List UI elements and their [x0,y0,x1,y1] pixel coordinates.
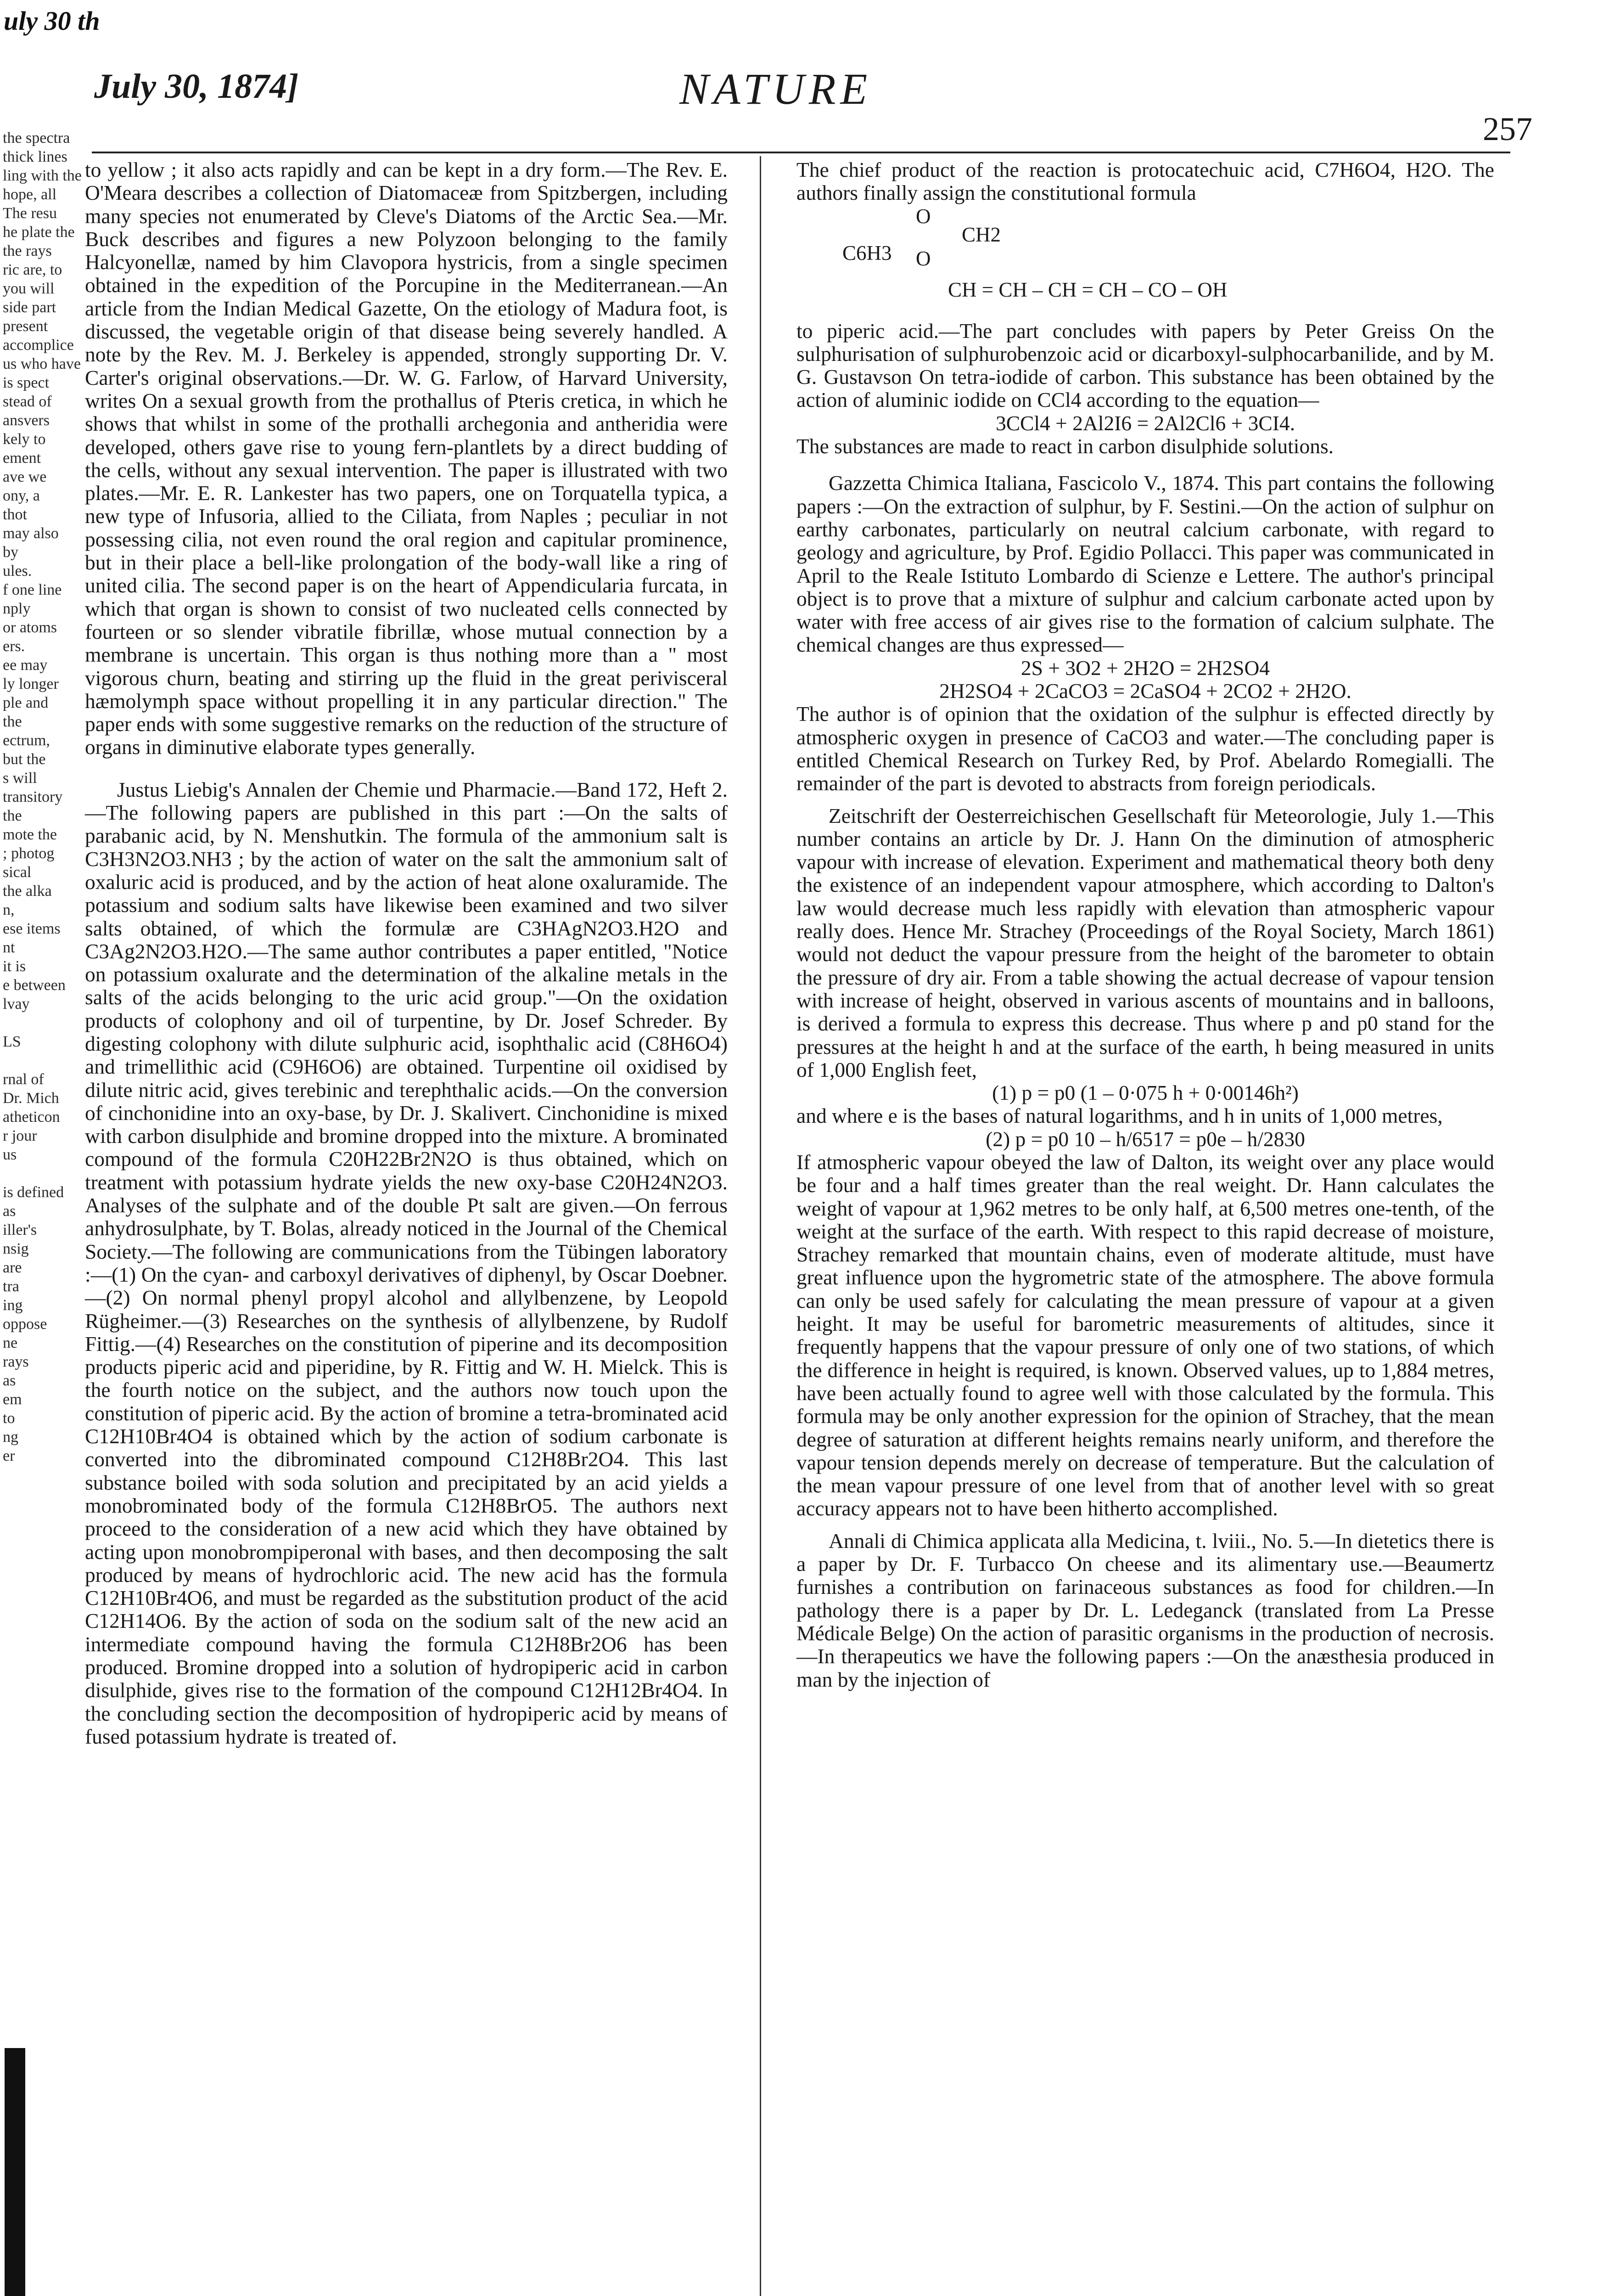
equation-vapour-1: (1) p = p0 (1 – 0·075 h + 0·00146h²) [992,1081,1299,1105]
gutter-fragment: ave we [3,468,47,485]
gutter-fragment: rnal of [3,1071,44,1088]
binding-shadow [5,2048,25,2296]
gutter-fragment: are [3,1259,22,1276]
journal-title: NATURE [679,64,872,113]
gutter-fragment: ly longer [3,675,59,692]
right-paragraph-annali: Annali di Chimica applicata alla Medicina, t. lviii., No. 5.—In dietetics there is a paper by Dr. F. Turbacco On cheese and its alimentary use.—Beaumertz furnishes a contribution on farinaceous substances as food for children.—In pathology there is a paper by Dr. L. Ledeganck (translated from La Presse Médicale Belge) On the action of parasitic organisms in the production of necrosis.—In therapeutics we have the following papers :—On the anæsthesia produced in man by the injection of [796,1529,1494,1691]
right-paragraph-gazzetta: Gazzetta Chimica Italiana, Fascicolo V., 1874. This part contains the following papers :—On the extraction of sulphur, by F. Sestini.—On the action of sulphur on earthy carbonates, particularly on neutral calcium carbonate, with regard to geology and agriculture, by Prof. Egidio Pollacci. This paper was communicated in April to the Reale Istituto Lombardo di Scienze e Lettere. The author's principal object is to prove that a mixture of sulphur and calcium carbonate acted upon by water with free access of air gives rise to the formation of calcium sulphate. The chemical changes are thus expressed— [796,471,1494,657]
adjacent-page-margin [0,0,100,2296]
gutter-fragment: lvay [3,996,30,1013]
gutter-fragment: ; photog [3,845,55,862]
gutter-fragment: er [3,1447,15,1464]
gutter-fragment: accomplice [3,337,74,354]
gutter-fragment: ules. [3,563,32,580]
formula-side-chain: CH = CH – CH = CH – CO – OH [948,278,1228,301]
gutter-fragment: ng [3,1429,18,1446]
gutter-fragment: thot [3,506,27,523]
equation-sulphur-1: 2S + 3O2 + 2H2O = 2H2SO4 [1020,656,1270,680]
right-paragraph-7: and where e is the bases of natural logarithms, and h in units of 1,000 metres, [796,1104,1443,1128]
gutter-fragment: ectrum, [3,732,50,749]
gutter-fragment: sical [3,864,32,881]
gutter-fragment: the rays [3,242,52,259]
gutter-fragment: he plate the [3,224,75,241]
gutter-fragment: by [3,544,18,561]
gutter-fragment: ple and [3,694,49,711]
left-column [85,158,728,1748]
gutter-fragment: may also [3,525,59,542]
header-rule [92,152,1510,153]
gutter-fragment: The resu [3,205,57,222]
gutter-fragment: ese items [3,920,61,937]
right-paragraph-1: The chief product of the reaction is protocatechuic acid, C7H6O4, H2O. The authors finally assign the constitutional formula [796,158,1494,205]
gutter-fragment: ee may [3,657,48,674]
gutter-fragment: s will [3,770,37,787]
gutter-fragment: ony, a [3,487,40,504]
gutter-fragment: is spect [3,374,50,391]
right-paragraph-5: The author is of opinion that the oxidation of the sulphur is effected directly by atmospheric oxygen in presence of CaCO3 and water.—The concluding paper is entitled Chemical Research on Turkey Red, by Prof. Abelardo Romegialli. The remainder of the part is devoted to abstracts from foreign periodicals. [796,702,1494,795]
gutter-fragment: the [3,807,22,824]
gutter-fragment: but the [3,751,46,768]
formula-ch2: CH2 [962,223,1001,246]
gutter-fragment [3,1051,82,1070]
gutter-fragment: iller's [3,1221,37,1238]
gutter-fragment: oppose [3,1316,47,1333]
gutter-fragment: is defined [3,1184,64,1201]
left-paragraph-1: to yellow ; it also acts rapidly and can be kept in a dry form.—The Rev. E. O'Meara describes a collection of Diatomaceæ from Spitzbergen, including many species not enumerated by Cleve's Diatoms of the Arctic Sea.—Mr. Buck describes and figures a new Polyzoon belonging to the family Halcyonellæ, named by him Clavopora hystricis, from a single specimen obtained in the expedition of the Porcupine in the Mediterranean.—An article from the Indian Medical Gazette, On the etiology of Madura foot, is discussed, the vegetable origin of that disease being severely handled. A note by the Rev. M. J. Berkeley is appended, strongly supporting Dr. V. Carter's original observations.—Dr. W. G. Farlow, of Harvard University, writes On a sexual growth from the prothallus of Pteris cretica, in which he shows that whilst in some of the prothalli archegonia and antheridia were developed, others gave rise to young fern-plantlets by a direct budding of the cells, without any sexual intervention. The paper is illustrated with two plates.—Mr. E. R. Lankester has two papers, one on Torquatella typica, a new type of Infusoria, allied to the Ciliata, from Naples ; peculiar in not possessing cilia, not even round the oral region and capitular prominence, but in their place a bell-like prolongation of the body-wall like a ring of united cilia. The second paper is on the heart of Appendicularia furcata, in which that organ is shown to consist of two nucleated cells connected by fourteen or so slender vibratile fibrillæ, whose mutual connection by a membrane is uncertain. This organ is thus nothing more than a " most vigorous churn, beating and stirring up the fluid in the great perivisceral hæmolymph space without propelling it in any particular direction." The paper ends with some suggestive remarks on the reduction of the structure of organs in diminutive elaborate types generally. [85,158,728,759]
left-paragraph-2: Justus Liebig's Annalen der Chemie und Pharmacie.—Band 172, Heft 2.—The following papers are published in this part :—On the salts of parabanic acid, by N. Menshutkin. The formula of the ammonium salt is C3H3N2O3.NH3 ; by the action of water on the salt the ammonium salt of oxaluric acid is produced, and by the action of heat alone oxaluramide. The potassium and sodium salts have likewise been examined and two silver salts obtained, of which the formulæ are C3HAgN2O3.H2O and C3Ag2N2O3.H2O.—The same author contributes a paper entitled, "Notice on potassium oxalurate and the determination of the alkaline metals in the salts of the acids belonging to the uric acid group."—On the oxidation products of colophony and oil of turpentine, by Dr. Josef Schreder. By digesting colophony with dilute sulphuric acid, isophthalic acid (C8H6O4) and trimellithic acid (C9H6O6) are obtained. Turpentine oil oxidised by dilute nitric acid, gives terebinic and terephthalic acids.—On the conversion of cinchonidine into an oxy-base, by Dr. J. Skalivert. Cinchonidine is mixed with carbon disulphide and bromine dropped into the mixture. A brominated compound of the formula C20H22Br2N2O is thus obtained, which on treatment with potassium hydrate yields the new oxy-base C20H24N2O3. Analyses of the sulphate and of the double Pt salt are given.—On ferrous anhydrosulphate, by T. Bolas, already noticed in the Journal of the Chemical Society.—The following are communications from the Tübingen laboratory :—(1) On the cyan- and carboxyl derivatives of diphenyl, by Oscar Doebner.—(2) On normal phenyl propyl alcohol and allylbenzene, by Leopold Rügheimer.—(3) Researches on the synthesis of allylbenzene, by Rudolf Fittig.—(4) Researches on the constitution of piperine and its decomposition products piperic acid and piperidine, by R. Fittig and W. H. Mielck. This is the fourth notice on the subject, and the authors now touch upon the constitution of piperic acid. By the action of bromine a tetra-brominated acid C12H10Br4O4 is obtained which by the action of sodium carbonate is converted into the dibrominated compound C12H8Br2O4. This last substance boiled with soda solution and precipitated by an acid yields a monobrominated body of the formula C12H8BrO5. The authors next proceed to the consideration of a new acid which they have obtained by acting upon monobrompiperonal with bases, and then decomposing the salt produced by means of hydrochloric acid. The new acid has the formula C12H10Br4O6, and must be regarded as the substitution product of the acid C12H14O6. By the action of soda on the sodium salt of the new acid an intermediate compound having the formula C12H8Br2O6 has been produced. Bromine dropped into a solution of hydropiperic acid in carbon disulphide, gives rise to the formation of the compound C12H12Br4O4. In the concluding section the decomposition of hydropiperic acid by means of fused potassium hydrate is treated of. [85,777,728,1748]
equation-sulphur-2: 2H2SO4 + 2CaCO3 = 2CaSO4 + 2CO2 + 2H2O. [939,679,1351,703]
gutter-fragment: mote the [3,826,57,843]
right-paragraph-zeitschrift: Zeitschrift der Oesterreichischen Gesellschaft für Meteorologie, July 1.—This number contains an article by Dr. J. Hann On the diminution of atmospheric vapour with increase of elevation. Experiment and mathematical theory both deny the existence of an independent vapour atmosphere, which according to Dalton's law would decrease much less rapidly with elevation than atmospheric vapour really does. Hence Mr. Strachey (Proceedings of the Royal Society, March 1861) would not deduct the vapour pressure from the height of the barometer to obtain the pressure of dry air. From a table showing the actual decrease of vapour tension with increase of height, observed in various ascents of mountains and in balloons, is derived a formula to express this decrease. Thus where p and p0 stand for the pressures at the height h and at the surface of the earth, h being measured in units of 1,000 English feet, [796,804,1494,1081]
column-divider [760,156,761,2296]
gutter-fragment: ne [3,1334,18,1351]
issue-date: July 30, 1874] [94,67,299,106]
gutter-fragment: ing [3,1297,23,1314]
equation-tetraiodide: 3CCl4 + 2Al2I6 = 2Al2Cl6 + 3CI4. [995,411,1295,435]
gutter-fragment: the [3,713,22,730]
piperic-acid-structural-formula [796,205,1494,320]
gutter-fragment: nply [3,600,31,617]
gutter-fragment: rays [3,1353,29,1370]
gutter-fragment: side part [3,299,56,316]
gutter-fragment: r jour [3,1127,37,1144]
gutter-fragment: f one line [3,581,62,598]
right-column [796,158,1494,1691]
gutter-fragment: Dr. Mich [3,1090,59,1107]
gutter-fragment: ling with the [3,167,82,184]
gutter-fragment: or atoms [3,619,57,636]
gutter-fragment: tra [3,1278,19,1295]
gutter-fragment: nt [3,939,15,956]
gutter-fragment: n, [3,901,15,918]
gutter-fragment: as [3,1203,16,1220]
formula-oxygen-top: O [916,204,931,228]
gutter-fragment: kely to [3,431,46,448]
equation-vapour-2: (2) p = p0 10 – h/6517 = p0e – h/2830 [986,1127,1305,1151]
gutter-fragment: stead of [3,393,52,410]
gutter-fragment: ric are, to [3,261,62,278]
gutter-fragment: you will [3,280,55,297]
gutter-fragment: transitory [3,788,63,805]
gutter-fragment: us [3,1146,17,1163]
gutter-fragment: the alka [3,883,52,900]
right-paragraph-2: to piperic acid.—The part concludes with papers by Peter Greiss On the sulphurisation of sulphurobenzoic acid or dicarboxyl-sulphocarbanilide, and by M. G. Gustavson On tetra-iodide of carbon. This substance has been obtained by the action of aluminic iodide on CCl4 according to the equation— [796,319,1494,412]
gutter-fragment [3,1164,82,1183]
right-paragraph-8: If atmospheric vapour obeyed the law of Dalton, its weight over any place would be four and a half times greater than the real weight. Dr. Hann calculates the weight of vapour at 1,962 metres to be only half, at 6,500 metres one-tenth, of the weight at the surface of the earth. With respect to this rapid decrease of moisture, Strachey remarked that mountain chains, even of moderate altitude, must have great influence upon the hygrometric state of the atmosphere. The above formula can only be used safely for calculating the mean pressure of vapour at a given height. It may be useful for barometric measurements of altitudes, since it frequently happens that the vapour pressure of only one of two stations, of which the difference in height is required, is known. Observed values, up to 1,884 metres, have been actually found to agree well with those calculated by the formula. This formula may be only another expression for the opinion of Strachey, that the mean degree of saturation at different heights remains nearly uniform, and therefore the vapour tension depends merely on decrease of temperature. But the calculation of the mean vapour pressure of one level from that of another level with so great accuracy appears not to have been hitherto accomplished. [796,1150,1494,1520]
gutter-fragment: the spectra [3,129,70,146]
gutter-fragment: atheticon [3,1109,60,1125]
gutter-fragment: ers. [3,638,25,655]
gutter-fragment: us who have [3,355,81,372]
gutter-fragment: e between [3,977,66,994]
gutter-fragment: ansvers [3,412,50,429]
gutter-fragment: em [3,1391,22,1408]
gutter-fragment: thick lines [3,148,67,165]
gutter-text-fragments [3,129,82,1465]
gutter-fragment [3,1013,82,1032]
gutter-fragment: to [3,1410,15,1427]
gutter-fragment: LS [3,1033,21,1050]
gutter-date-fragment: uly 30 th [4,6,100,36]
right-paragraph-3: The substances are made to react in carbon disulphide solutions. [796,434,1334,458]
formula-c6h3: C6H3 [842,241,892,264]
gutter-fragment: ement [3,450,41,467]
gutter-fragment: as [3,1372,16,1389]
formula-oxygen-bottom: O [916,247,931,270]
page-number: 257 [1483,111,1532,147]
gutter-fragment: nsig [3,1240,29,1257]
gutter-fragment: hope, all [3,186,57,203]
gutter-fragment: it is [3,958,26,975]
gutter-fragment: present [3,318,48,335]
